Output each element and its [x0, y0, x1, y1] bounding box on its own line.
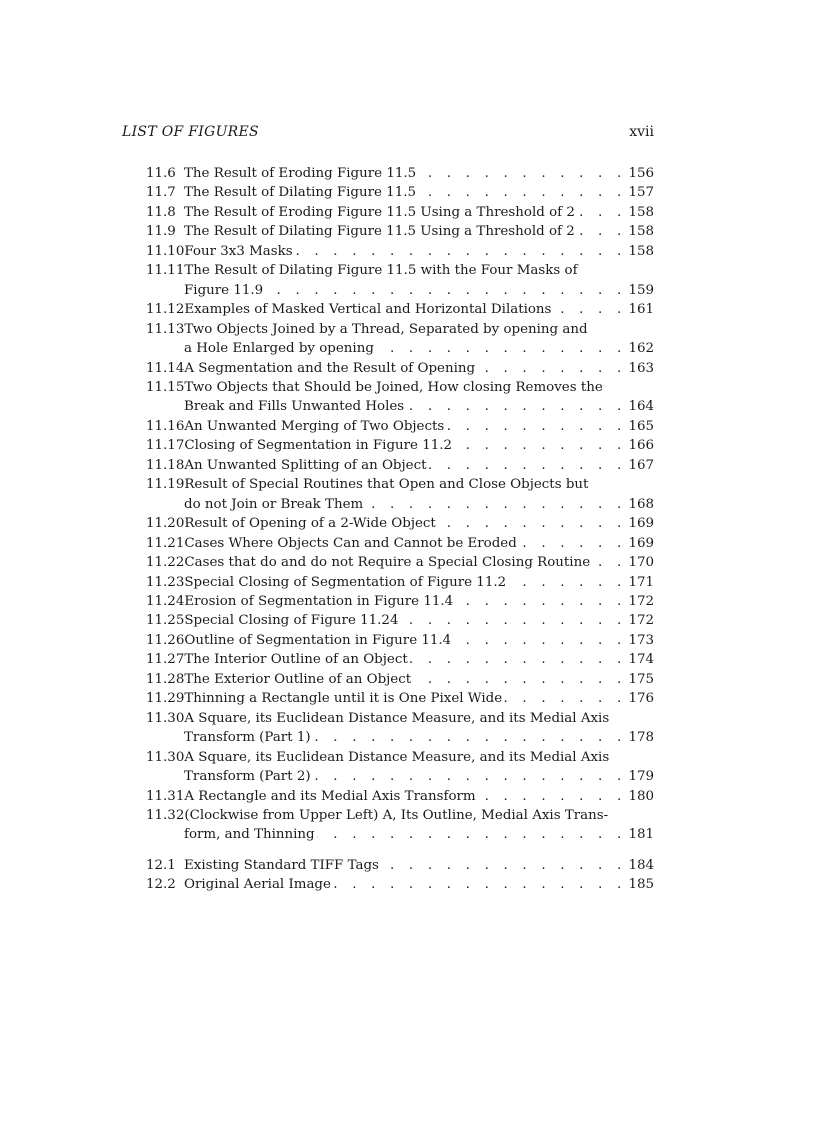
- figure-page-number: 161: [628, 302, 654, 318]
- figure-entry[interactable]: [146, 475, 654, 514]
- figure-number: 12.1: [146, 857, 176, 873]
- figure-entry[interactable]: [146, 183, 654, 202]
- figure-entry-continuation: [146, 495, 654, 514]
- figure-title: Closing of Segmentation in Figure 11.2: [184, 438, 453, 454]
- figure-title: An Unwanted Splitting of an Object: [184, 457, 427, 473]
- figure-entry-continuation: [146, 281, 654, 300]
- leader-dots: [376, 339, 627, 358]
- figure-page-number: 178: [628, 730, 654, 746]
- figure-number: 11.23: [146, 574, 185, 590]
- figure-title-continuation: Figure 11.9: [184, 282, 264, 298]
- figure-title-continuation: form, and Thinning: [184, 827, 315, 843]
- figure-number: 11.10: [146, 243, 185, 259]
- figure-entry-line: [146, 856, 654, 875]
- leader-dots: [413, 670, 626, 689]
- figure-entry[interactable]: [146, 787, 654, 806]
- figure-number: 11.21: [146, 535, 185, 551]
- figure-entry-line: [146, 553, 654, 572]
- figure-title-continuation: a Hole Enlarged by opening: [184, 341, 374, 357]
- figure-page-number: 168: [628, 496, 654, 512]
- figure-page-number: 175: [628, 671, 654, 687]
- figure-entry[interactable]: [146, 417, 654, 436]
- figure-page-number: 185: [628, 877, 654, 893]
- leader-dots: [438, 514, 627, 533]
- figure-entry[interactable]: [146, 222, 654, 241]
- figure-title-continuation: do not Join or Break Them: [184, 496, 364, 512]
- figure-title-continuation: Transform (Part 2): [184, 769, 311, 785]
- figure-entry-continuation: [146, 767, 654, 786]
- figure-page-number: 170: [628, 555, 654, 571]
- figure-page-number: 156: [628, 166, 654, 181]
- figure-number: 11.6: [146, 166, 176, 181]
- figure-entry-line: [146, 689, 654, 708]
- figure-number: 12.2: [146, 877, 176, 893]
- page-number: xvii: [629, 124, 654, 140]
- figure-page-number: 176: [628, 691, 654, 707]
- figure-page-number: 164: [628, 399, 654, 415]
- figure-title: A Rectangle and its Medial Axis Transform: [184, 788, 476, 804]
- figure-page-number: 181: [628, 827, 654, 843]
- figure-entry-line: [146, 378, 654, 397]
- figure-entry-line: [146, 164, 654, 183]
- figure-page-number: 162: [628, 341, 654, 357]
- leader-dots: [406, 397, 626, 416]
- figure-number: 11.19: [146, 477, 185, 493]
- figure-entry[interactable]: [146, 689, 654, 708]
- leader-dots: [365, 495, 626, 514]
- figure-page-number: 172: [628, 613, 654, 629]
- figure-number: 11.31: [146, 788, 185, 804]
- leader-dots: [455, 592, 626, 611]
- figure-page-number: 180: [628, 788, 654, 804]
- figure-number: 11.26: [146, 632, 185, 648]
- leader-dots: [508, 573, 626, 592]
- figure-entry[interactable]: [146, 856, 654, 875]
- figure-entry-line: [146, 650, 654, 669]
- figure-entry[interactable]: [146, 553, 654, 572]
- figure-entry-line: [146, 748, 654, 767]
- figure-entry-line: [146, 300, 654, 319]
- figure-number: 11.28: [146, 671, 185, 687]
- figure-number: 11.30: [146, 710, 185, 726]
- figure-entry-continuation: [146, 728, 654, 747]
- figure-title: Four 3x3 Masks: [184, 243, 293, 259]
- figure-title: Thinning a Rectangle until it is One Pixel Wide: [184, 691, 503, 707]
- figure-entry-line: [146, 183, 654, 202]
- figure-number: 11.7: [146, 185, 176, 201]
- page-header-title: LIST OF FIGURES: [122, 124, 259, 140]
- figure-entry-line: [146, 787, 654, 806]
- leader-dots: [313, 767, 627, 786]
- figure-title: A Square, its Euclidean Distance Measure, and its Medial Axis: [184, 749, 610, 765]
- figure-entry[interactable]: [146, 806, 654, 845]
- figure-entry[interactable]: [146, 709, 654, 748]
- figure-page-number: 174: [628, 652, 654, 668]
- figure-number: 11.17: [146, 438, 185, 454]
- figure-page-number: 157: [628, 185, 654, 201]
- leader-dots: [313, 728, 627, 747]
- figure-number: 11.32: [146, 807, 185, 823]
- figure-title: Result of Special Routines that Open and Close Objects but: [184, 477, 589, 493]
- figure-title: The Exterior Outline of an Object: [184, 671, 412, 687]
- figure-entry-line: [146, 242, 654, 261]
- figure-title: Result of Opening of a 2-Wide Object: [184, 516, 436, 532]
- figure-title-continuation: Transform (Part 1): [184, 730, 311, 746]
- figure-title: Original Aerial Image: [184, 877, 331, 893]
- figure-page-number: 172: [628, 593, 654, 609]
- leader-dots: [317, 825, 627, 844]
- leader-dots: [553, 300, 626, 319]
- figure-entry-line: [146, 456, 654, 475]
- figure-title: Outline of Segmentation in Figure 11.4: [184, 632, 452, 648]
- leader-dots: [418, 164, 626, 183]
- figure-entry-line: [146, 573, 654, 592]
- figure-number: 11.29: [146, 691, 185, 707]
- leader-dots: [577, 203, 627, 222]
- figure-entry[interactable]: [146, 514, 654, 533]
- figure-title: Two Objects that Should be Joined, How closing Removes the: [184, 379, 603, 395]
- figure-number: 11.25: [146, 613, 185, 629]
- figure-entry-line: [146, 359, 654, 378]
- leader-dots: [577, 222, 627, 241]
- figure-number: 11.11: [146, 263, 185, 279]
- figure-title: Two Objects Joined by a Thread, Separated by opening and: [184, 321, 588, 337]
- leader-dots: [265, 281, 626, 300]
- figure-title: The Result of Dilating Figure 11.5 with the Four Masks of: [184, 263, 578, 279]
- figure-entry-line: [146, 222, 654, 241]
- figure-number: 11.27: [146, 652, 185, 668]
- figure-page-number: 169: [628, 535, 654, 551]
- figure-title: Special Closing of Figure 11.24: [184, 613, 399, 629]
- figure-page-number: 158: [628, 224, 654, 240]
- figure-entry[interactable]: [146, 203, 654, 222]
- figure-title: Erosion of Segmentation in Figure 11.4: [184, 593, 454, 609]
- figure-entry-line: [146, 806, 654, 825]
- leader-dots: [477, 359, 626, 378]
- figure-entry-line: [146, 514, 654, 533]
- figure-entry[interactable]: [146, 670, 654, 689]
- leader-dots: [446, 417, 626, 436]
- figure-number: 11.14: [146, 360, 185, 376]
- figure-entry[interactable]: [146, 359, 654, 378]
- figure-entry[interactable]: [146, 573, 654, 592]
- figure-entry[interactable]: [146, 261, 654, 300]
- figure-entry-line: [146, 670, 654, 689]
- figure-entry[interactable]: [146, 242, 654, 261]
- figure-entry-line: [146, 417, 654, 436]
- figure-entry-continuation: [146, 397, 654, 416]
- figure-entry-line: [146, 436, 654, 455]
- figure-entry[interactable]: [146, 748, 654, 787]
- figure-entry[interactable]: [146, 436, 654, 455]
- leader-dots: [453, 631, 626, 650]
- figure-entry-line: [146, 611, 654, 630]
- figure-title: An Unwanted Merging of Two Objects: [184, 418, 445, 434]
- figure-entry-continuation: [146, 825, 654, 844]
- leader-dots: [519, 534, 627, 553]
- figure-title-continuation: Break and Fills Unwanted Holes: [184, 399, 405, 415]
- figure-entry[interactable]: [146, 300, 654, 319]
- figure-number: 11.16: [146, 418, 185, 434]
- figure-number: 11.8: [146, 204, 176, 220]
- figure-entry-line: [146, 203, 654, 222]
- figure-page-number: 167: [628, 457, 654, 473]
- figure-entry[interactable]: [146, 650, 654, 669]
- running-header: [122, 124, 654, 144]
- figure-entry-line: [146, 320, 654, 339]
- figure-entry[interactable]: [146, 164, 654, 183]
- figure-entry[interactable]: [146, 534, 654, 553]
- figure-number: 11.24: [146, 593, 185, 609]
- figure-entry-line: [146, 261, 654, 280]
- leader-dots: [504, 689, 626, 708]
- figure-entry-line: [146, 875, 654, 894]
- figure-entry[interactable]: [146, 875, 654, 894]
- leader-dots: [381, 856, 627, 875]
- figure-title: A Square, its Euclidean Distance Measure, and its Medial Axis: [184, 710, 610, 726]
- figure-entry[interactable]: [146, 611, 654, 630]
- figure-title: The Result of Eroding Figure 11.5 Using a Threshold of 2: [184, 204, 575, 220]
- figure-title: Cases Where Objects Can and Cannot be Eroded: [184, 535, 517, 551]
- figure-title: The Result of Dilating Figure 11.5: [184, 185, 417, 201]
- figure-page-number: 159: [628, 282, 654, 298]
- leader-dots: [592, 553, 626, 572]
- figure-page-number: 169: [628, 516, 654, 532]
- leader-dots: [333, 875, 627, 894]
- figure-entry-line: [146, 709, 654, 728]
- figure-entry-line: [146, 631, 654, 650]
- figure-title: The Interior Outline of an Object: [184, 652, 408, 668]
- figure-page-number: 171: [628, 574, 654, 590]
- figure-number: 11.15: [146, 379, 185, 395]
- figure-page-number: 165: [628, 418, 654, 434]
- figure-title: (Clockwise from Upper Left) A, Its Outline, Medial Axis Trans-: [184, 807, 609, 823]
- figure-number: 11.22: [146, 555, 185, 571]
- figure-entry[interactable]: [146, 320, 654, 359]
- figure-entry[interactable]: [146, 592, 654, 611]
- figure-entry-line: [146, 592, 654, 611]
- figure-entry-line: [146, 534, 654, 553]
- figure-title: The Result of Eroding Figure 11.5: [184, 166, 417, 181]
- list-of-figures: [146, 164, 654, 895]
- figure-entry[interactable]: [146, 631, 654, 650]
- leader-dots: [295, 242, 627, 261]
- figure-entry-continuation: [146, 339, 654, 358]
- leader-dots: [478, 787, 627, 806]
- figure-page-number: 158: [628, 243, 654, 259]
- figure-page-number: 163: [628, 360, 654, 376]
- figure-number: 11.13: [146, 321, 185, 337]
- leader-dots: [454, 436, 626, 455]
- leader-dots: [428, 456, 626, 475]
- figure-title: Special Closing of Segmentation of Figure 11.2: [184, 574, 507, 590]
- figure-page-number: 158: [628, 204, 654, 220]
- figure-number: 11.20: [146, 516, 185, 532]
- figure-number: 11.30: [146, 749, 185, 765]
- figure-page-number: 166: [628, 438, 654, 454]
- leader-dots: [410, 650, 627, 669]
- figure-title: Existing Standard TIFF Tags: [184, 857, 379, 873]
- figure-number: 11.12: [146, 302, 185, 318]
- leader-dots: [418, 183, 626, 202]
- figure-entry-line: [146, 475, 654, 494]
- figure-title: Cases that do and do not Require a Special Closing Routine: [184, 555, 591, 571]
- figure-number: 11.18: [146, 457, 185, 473]
- figure-entry[interactable]: [146, 456, 654, 475]
- figure-page-number: 179: [628, 769, 654, 785]
- figure-page-number: 173: [628, 632, 654, 648]
- figure-entry[interactable]: [146, 378, 654, 417]
- figure-page-number: 184: [628, 857, 654, 873]
- leader-dots: [400, 611, 626, 630]
- figure-title: Examples of Masked Vertical and Horizontal Dilations: [184, 302, 552, 318]
- figure-title: A Segmentation and the Result of Opening: [184, 360, 476, 376]
- figure-title: The Result of Dilating Figure 11.5 Using a Threshold of 2: [184, 224, 575, 240]
- figure-number: 11.9: [146, 224, 176, 240]
